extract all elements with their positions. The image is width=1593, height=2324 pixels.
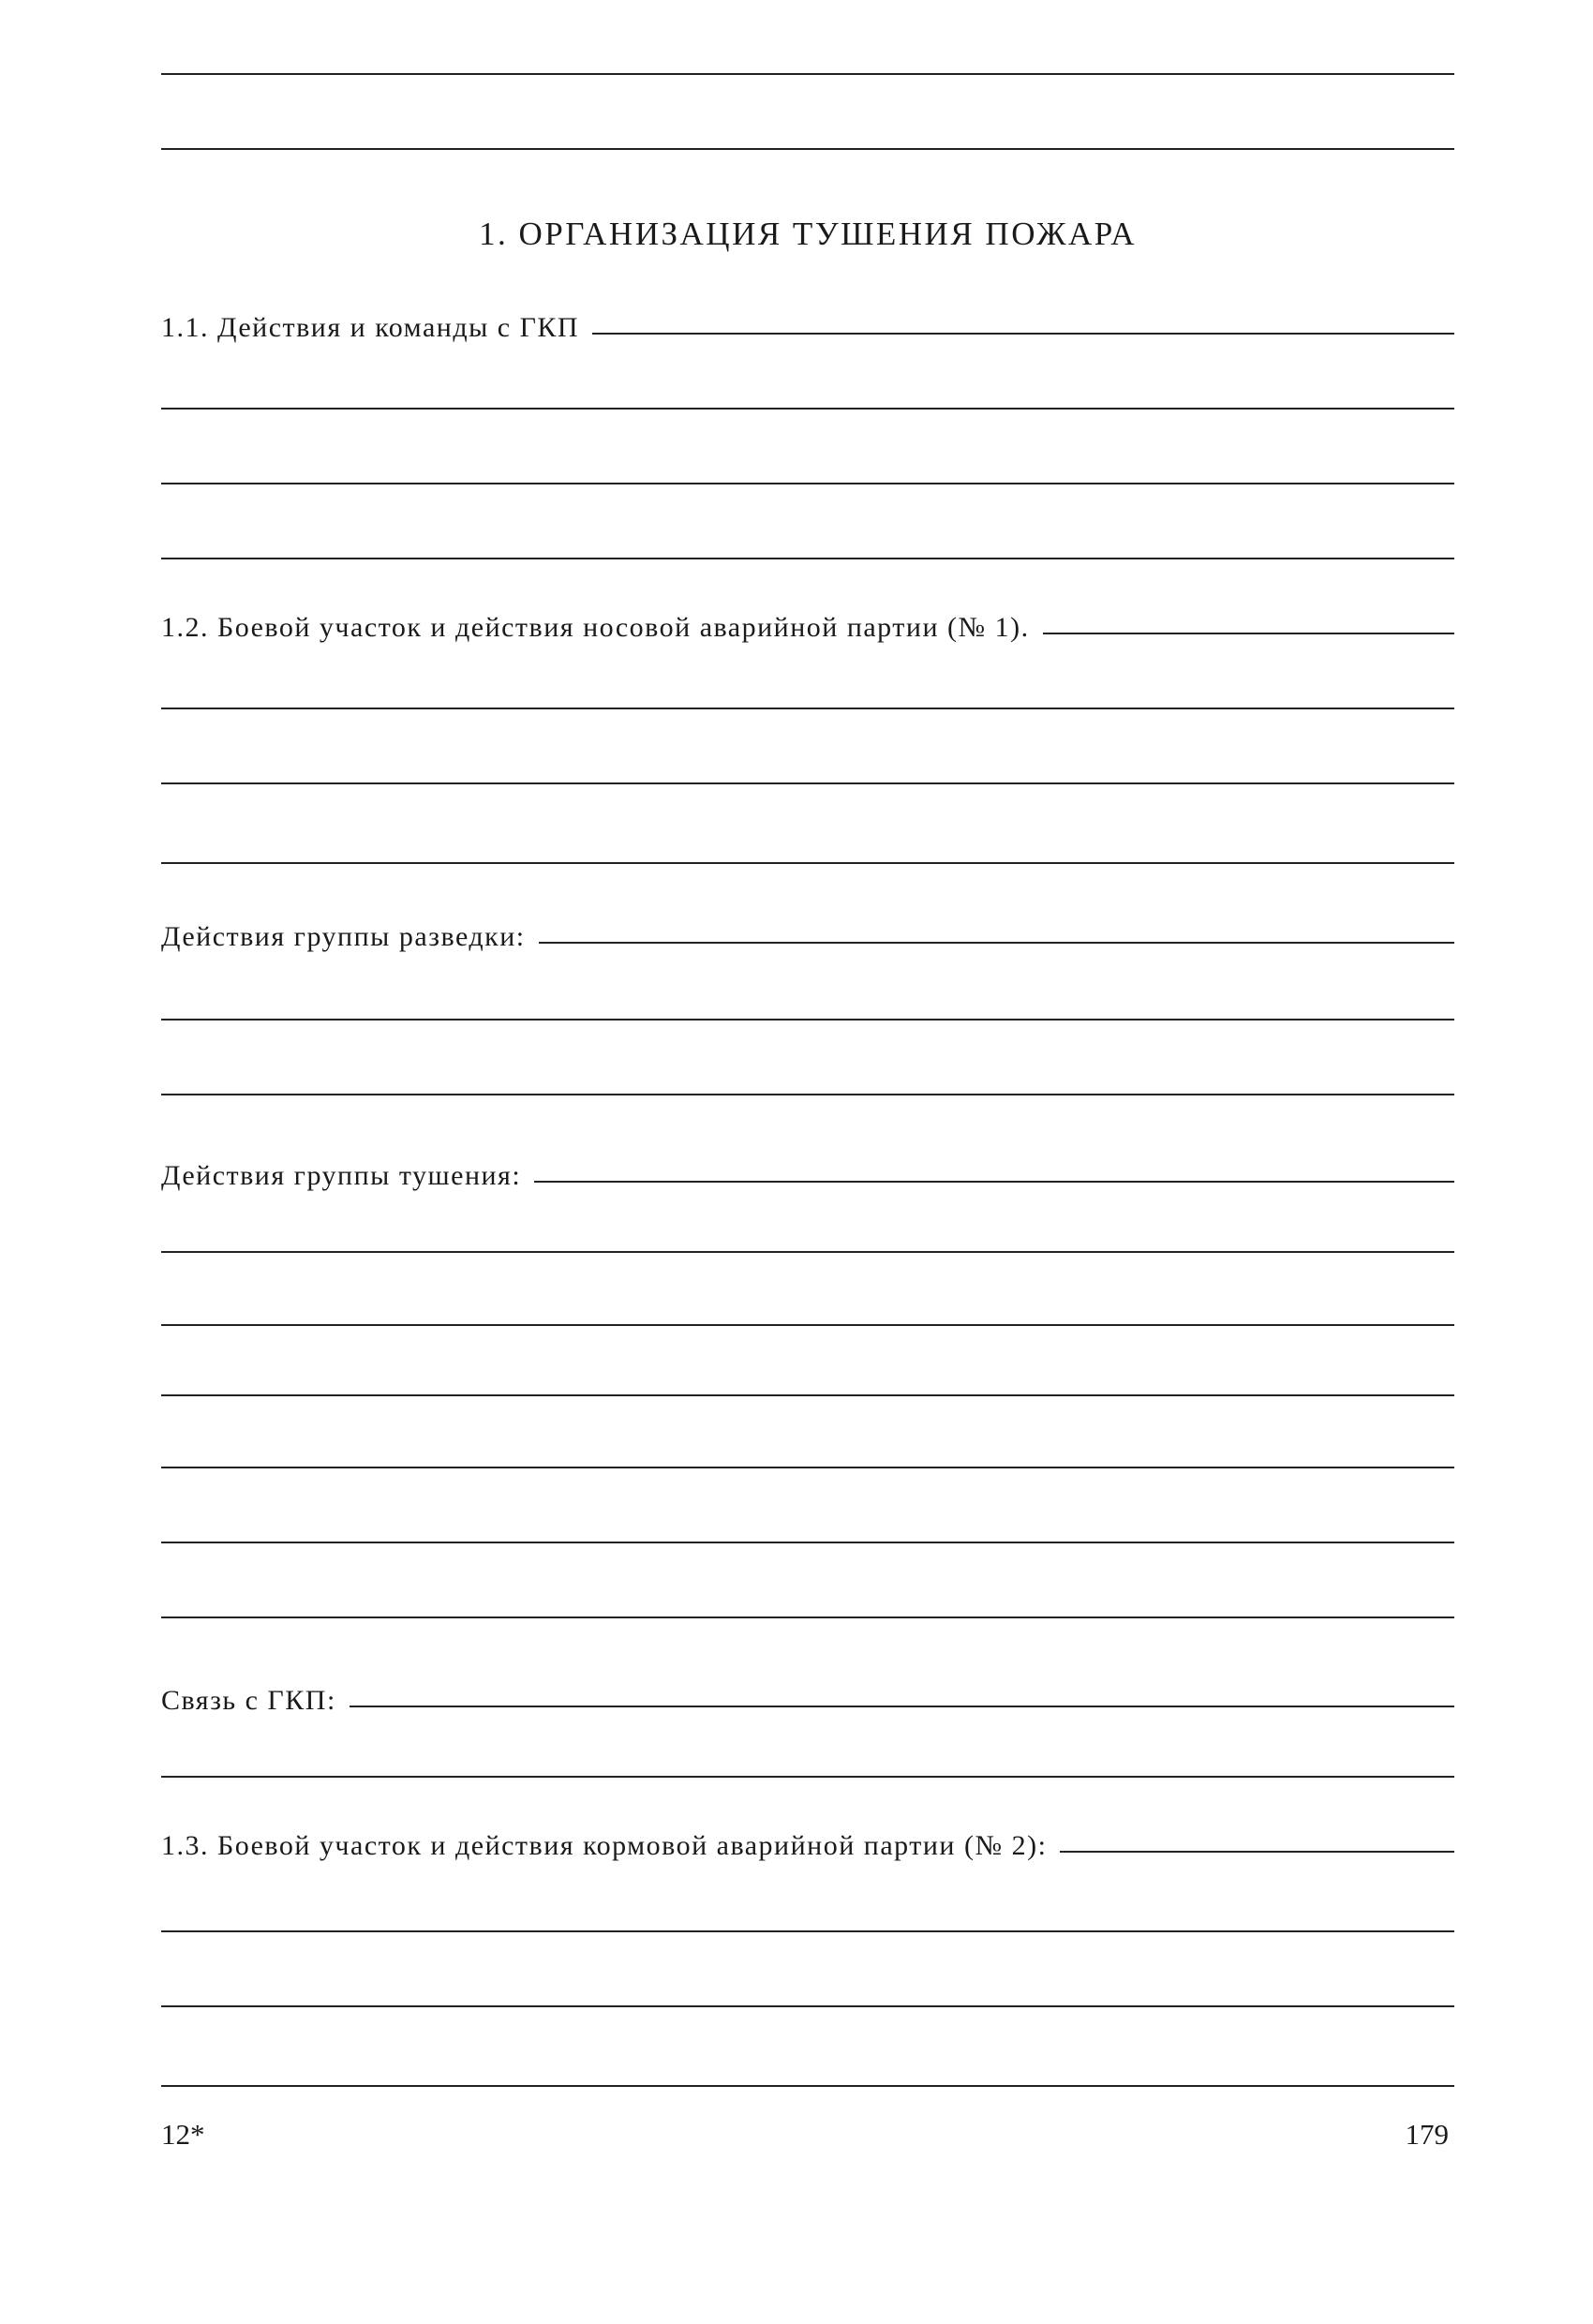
blank-line[interactable] [161, 782, 1454, 784]
blank-line[interactable] [161, 1467, 1454, 1468]
field-stern-party[interactable] [161, 1832, 1454, 1860]
blank-line[interactable] [161, 483, 1454, 484]
answer-line[interactable] [539, 942, 1454, 944]
field-extinguish-group[interactable] [161, 1162, 1454, 1190]
blank-line [161, 148, 1454, 150]
field-recon-group[interactable] [161, 923, 1454, 951]
blank-line[interactable] [161, 1394, 1454, 1396]
field-label: Действия группы разведки: [161, 921, 526, 952]
field-gkp-comm[interactable] [161, 1687, 1454, 1715]
field-bow-party[interactable] [161, 614, 1454, 642]
answer-line[interactable] [1060, 1851, 1454, 1853]
field-gkp-actions[interactable] [161, 314, 1454, 342]
section-title: 1. ОРГАНИЗАЦИЯ ТУШЕНИЯ ПОЖАРА [478, 216, 1138, 252]
blank-line[interactable] [161, 1251, 1454, 1253]
answer-line[interactable] [1043, 633, 1454, 634]
blank-line[interactable] [161, 558, 1454, 559]
field-label: 1.1. Действия и команды с ГКП [161, 312, 580, 343]
blank-line[interactable] [161, 708, 1454, 709]
answer-line[interactable] [350, 1706, 1454, 1707]
field-label: Связь с ГКП: [161, 1685, 336, 1716]
blank-line[interactable] [161, 1776, 1454, 1778]
signature-mark: 12* [161, 2118, 205, 2151]
field-label: Действия группы тушения: [161, 1160, 522, 1191]
blank-line[interactable] [161, 2085, 1454, 2087]
blank-line[interactable] [161, 1324, 1454, 1326]
blank-line[interactable] [161, 1542, 1454, 1543]
blank-line[interactable] [161, 1019, 1454, 1020]
answer-line[interactable] [534, 1181, 1454, 1183]
page-number: 179 [1405, 2118, 1449, 2151]
blank-line[interactable] [161, 1094, 1454, 1095]
blank-line[interactable] [161, 1616, 1454, 1618]
answer-line[interactable] [592, 333, 1454, 335]
blank-line [161, 73, 1454, 75]
field-label: 1.3. Боевой участок и действия кормовой аварийной партии (№ 2): [161, 1830, 1048, 1861]
blank-line[interactable] [161, 2005, 1454, 2007]
blank-line[interactable] [161, 1930, 1454, 1932]
blank-line[interactable] [161, 862, 1454, 864]
blank-line[interactable] [161, 408, 1454, 410]
field-label: 1.2. Боевой участок и действия носовой аварийной партии (№ 1). [161, 612, 1030, 643]
